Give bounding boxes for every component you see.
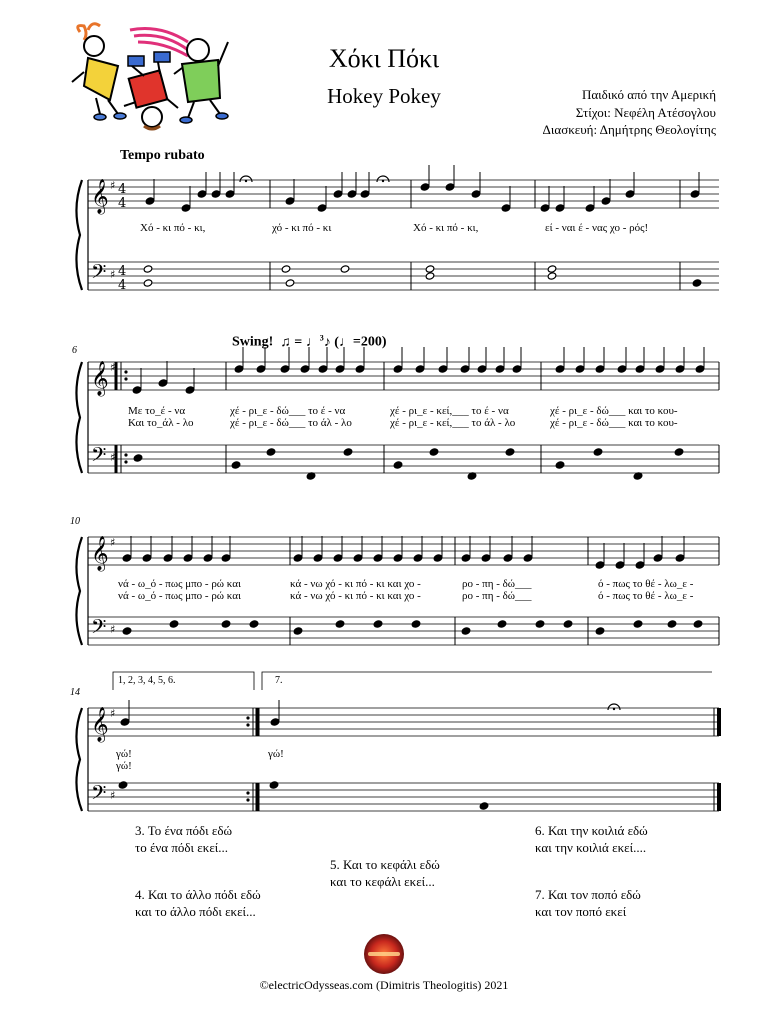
time-signature-top: 4	[118, 264, 127, 279]
bass-note	[461, 627, 471, 635]
bass-note	[393, 461, 403, 469]
lyric-s3a-m4: ό - πως το θέ - λω_ε -	[598, 578, 694, 590]
melody-note	[393, 554, 403, 562]
melody-note	[471, 190, 481, 198]
melody-note	[635, 561, 645, 569]
bass-note	[425, 265, 435, 273]
key-signature-sharp-icon: ♯	[110, 179, 116, 192]
melody-note	[420, 183, 430, 191]
key-signature-sharp-icon: ♯	[110, 268, 116, 281]
ending-second-label: 7.	[275, 675, 283, 686]
melody-note	[313, 554, 323, 562]
melody-note	[347, 190, 357, 198]
system-brace	[76, 180, 82, 290]
bass-note	[285, 279, 295, 287]
melody-note	[317, 204, 327, 212]
melody-note	[495, 365, 505, 373]
melody-note	[675, 365, 685, 373]
melody-note	[393, 365, 403, 373]
melody-note	[293, 554, 303, 562]
lyric-s4b-m1: γώ!	[116, 760, 132, 772]
lyric-s3b-m4: ό - πως το θέ - λω_ε -	[598, 590, 694, 602]
lyric-s2b-m4: χέ - ρι_ε - δώ___ και το κου-	[550, 417, 678, 429]
bass-note	[269, 781, 279, 789]
melody-note	[280, 365, 290, 373]
lyric-s4-m2: γώ!	[268, 748, 284, 760]
bass-note	[563, 620, 573, 628]
key-signature-sharp-icon: ♯	[110, 451, 116, 464]
melody-note	[413, 554, 423, 562]
verse-7	[535, 886, 641, 920]
lyric-s3a-m3: ρο - πη - δώ___	[462, 578, 532, 590]
treble-clef-icon: 𝄞	[91, 361, 109, 396]
melody-note	[555, 365, 565, 373]
swing-bpm: =200)	[352, 334, 387, 350]
melody-note	[122, 554, 132, 562]
bass-clef-icon: 𝄢	[91, 615, 107, 643]
melody-note	[333, 190, 343, 198]
bass-clef-icon: 𝄢	[91, 443, 107, 471]
repeat-dot	[124, 460, 127, 463]
melody-note	[617, 365, 627, 373]
melody-note	[145, 197, 155, 205]
melody-note	[540, 204, 550, 212]
measure-number-6: 6	[72, 345, 77, 356]
verse-5-line2: και το κεφάλι εκεί...	[330, 874, 435, 889]
melody-note	[225, 190, 235, 198]
melody-note	[203, 554, 213, 562]
melody-note	[360, 190, 370, 198]
melody-note	[234, 365, 244, 373]
melody-note	[221, 554, 231, 562]
melody-note	[481, 554, 491, 562]
melody-note	[512, 365, 522, 373]
melody-note	[461, 554, 471, 562]
melody-note	[433, 554, 443, 562]
bass-note	[143, 265, 153, 273]
bass-note	[122, 627, 132, 635]
key-signature-sharp-icon: ♯	[110, 707, 116, 720]
time-signature-top: 4	[118, 182, 127, 197]
lyric-s2b-m2: χέ - ρι_ε - δώ___ το άλ - λο	[230, 417, 352, 429]
melody-note	[635, 365, 645, 373]
melody-note	[615, 561, 625, 569]
melody-note	[477, 365, 487, 373]
bass-note	[555, 461, 565, 469]
melody-note	[585, 204, 595, 212]
repeat-dot	[124, 453, 127, 456]
verse-5-line1: 5. Και το κεφάλι εδώ	[330, 857, 440, 872]
key-signature-sharp-icon: ♯	[110, 361, 116, 374]
bass-note	[547, 272, 557, 280]
system-brace	[76, 537, 82, 645]
melody-note	[555, 204, 565, 212]
bass-note	[547, 265, 557, 273]
treble-clef-icon: 𝄞	[91, 179, 109, 214]
bass-note	[221, 620, 231, 628]
verse-3-line1: 3. Το ένα πόδι εδώ	[135, 823, 233, 838]
verse-7-line1: 7. Και τον ποπό εδώ	[535, 887, 641, 902]
melody-note	[355, 365, 365, 373]
bass-note	[479, 802, 489, 810]
bass-note	[143, 279, 153, 287]
melody-note	[415, 365, 425, 373]
verse-3-line2: το ένα πόδι εκεί...	[135, 840, 229, 855]
lyric-s1-m2: χό - κι πό - κι	[272, 222, 332, 234]
bass-note	[373, 620, 383, 628]
lyric-s3b-m2: κά - νω χό - κι πό - κι και χο -	[290, 590, 421, 602]
bass-note	[505, 448, 515, 456]
repeat-dot	[124, 377, 127, 380]
melody-note	[318, 365, 328, 373]
melody-note	[181, 204, 191, 212]
melody-note	[183, 554, 193, 562]
lyric-s2b-m1: Και το_άλ - λο	[128, 417, 194, 429]
lyric-s3a-m2: κά - νω χό - κι πό - κι και χο -	[290, 578, 421, 590]
bass-note	[231, 461, 241, 469]
electric-odysseas-logo-icon	[364, 934, 404, 974]
repeat-dot	[246, 723, 249, 726]
bass-note	[133, 454, 143, 462]
melody-note	[132, 386, 142, 394]
lyric-s1-m1: Χό - κι πό - κι,	[140, 222, 206, 234]
lyric-s2a-m4: χέ - ρι_ε - δώ___ και το κου-	[550, 405, 678, 417]
bass-note	[497, 620, 507, 628]
tempo-swing	[232, 333, 387, 351]
bass-note	[692, 279, 702, 287]
tempo-rubato: Tempo rubato	[120, 148, 205, 163]
credit-origin: Παιδικό από την Αμερική	[581, 87, 716, 102]
bass-clef-icon: 𝄢	[91, 781, 107, 809]
measure-number-14: 14	[70, 687, 80, 698]
page-subtitle: Hokey Pokey	[327, 84, 441, 108]
melody-note	[501, 204, 511, 212]
lyric-s2a-m1: Με το_έ - να	[128, 405, 186, 417]
verse-6-line1: 6. Και την κοιλιά εδώ	[535, 823, 648, 838]
melody-note	[575, 365, 585, 373]
repeat-dot	[124, 370, 127, 373]
melody-note	[353, 554, 363, 562]
melody-note	[120, 718, 130, 726]
bass-note	[281, 265, 291, 273]
lyric-s3b-m1: νά - ω_ό - πως μπο - ρώ και	[118, 590, 241, 602]
bass-note	[667, 620, 677, 628]
bass-note	[249, 620, 259, 628]
credit-arrangement: Διασκευή: Δημήτρης Θεολογίτης	[542, 122, 716, 137]
page-title: Χόκι Πόκι	[328, 44, 440, 73]
melody-note	[285, 197, 295, 205]
time-signature-bottom: 4	[118, 278, 127, 293]
bass-note	[169, 620, 179, 628]
melody-note	[460, 365, 470, 373]
melody-note	[523, 554, 533, 562]
melody-note	[625, 190, 635, 198]
key-signature-sharp-icon: ♯	[110, 536, 116, 549]
bass-note	[535, 620, 545, 628]
bass-note	[118, 781, 128, 789]
system-brace	[76, 362, 82, 473]
measure-number-10: 10	[70, 516, 80, 527]
lyric-s1-m4: εί - ναι έ - νας χο - ρός!	[545, 222, 649, 234]
credit-lyrics: Στίχοι: Νεφέλη Ατέσογλου	[575, 104, 716, 120]
fermata-dot	[245, 180, 247, 182]
bass-note	[593, 448, 603, 456]
bass-note	[674, 448, 684, 456]
volta-second-bracket	[262, 672, 712, 690]
lyric-s2a-m3: χέ - ρι_ε - κεί,___ το έ - να	[390, 405, 509, 417]
melody-note	[142, 554, 152, 562]
repeat-dot	[246, 791, 249, 794]
lyric-s3b-m3: ρο - πη - δώ___	[462, 590, 532, 602]
melody-note	[335, 365, 345, 373]
treble-clef-icon: 𝄞	[91, 536, 109, 571]
melody-note	[595, 365, 605, 373]
melody-note	[185, 386, 195, 394]
lyric-s3a-m1: νά - ω_ό - πως μπο - ρώ και	[118, 578, 241, 590]
verse-5	[330, 856, 440, 890]
bass-note	[425, 272, 435, 280]
verse-4-line2: και το άλλο πόδι εκεί...	[135, 904, 256, 919]
melody-note	[438, 365, 448, 373]
bass-note	[266, 448, 276, 456]
verse-4-line1: 4. Και το άλλο πόδι εδώ	[135, 887, 261, 902]
key-signature-sharp-icon: ♯	[110, 789, 116, 802]
bass-note	[343, 448, 353, 456]
melody-note	[211, 190, 221, 198]
fermata-dot	[613, 708, 615, 710]
verse-6-line2: και την κοιλιά εκεί....	[535, 840, 647, 855]
melody-note	[163, 554, 173, 562]
bass-note	[411, 620, 421, 628]
melody-note	[300, 365, 310, 373]
melody-note	[197, 190, 207, 198]
melody-note	[503, 554, 513, 562]
fermata-dot	[382, 180, 384, 182]
melody-note	[158, 379, 168, 387]
melody-note	[675, 554, 685, 562]
bass-note	[633, 620, 643, 628]
melody-note	[601, 197, 611, 205]
key-signature-sharp-icon: ♯	[110, 623, 116, 636]
melody-note	[695, 365, 705, 373]
melody-note	[655, 365, 665, 373]
verse-6	[535, 822, 648, 856]
bass-note	[293, 627, 303, 635]
lyric-s2a-m2: χέ - ρι_ε - δώ___ το έ - να	[230, 405, 346, 417]
repeat-dot	[246, 716, 249, 719]
bass-note	[335, 620, 345, 628]
melody-note	[595, 561, 605, 569]
bass-note	[429, 448, 439, 456]
lyric-s4a-m1: γώ!	[116, 748, 132, 760]
lyric-s1-m3: Χό - κι πό - κι,	[413, 222, 479, 234]
copyright-footer: ©electricOdysseas.com (Dimitris Theologitis) 2021	[259, 978, 509, 992]
bass-note	[693, 620, 703, 628]
melody-note	[653, 554, 663, 562]
bass-note	[340, 265, 350, 273]
bass-clef-icon: 𝄢	[91, 260, 107, 288]
melody-note	[373, 554, 383, 562]
melody-note	[256, 365, 266, 373]
melody-note	[445, 183, 455, 191]
system-brace	[76, 708, 82, 811]
verse-4	[135, 886, 261, 920]
melody-note	[270, 718, 280, 726]
melody-note	[690, 190, 700, 198]
swing-rhythm-icon: ♫ = ♩$^3$♪ (♩	[276, 333, 353, 350]
melody-note	[333, 554, 343, 562]
time-signature-bottom: 4	[118, 196, 127, 211]
bass-note	[595, 627, 605, 635]
repeat-dot	[246, 798, 249, 801]
treble-clef-icon: 𝄞	[91, 707, 109, 742]
verse-3	[135, 822, 232, 856]
ending-first-label: 1, 2, 3, 4, 5, 6.	[118, 675, 176, 686]
swing-label: Swing!	[232, 334, 274, 350]
verse-7-line2: και τον ποπό εκεί	[535, 904, 627, 919]
lyric-s2b-m3: χέ - ρι_ε - κεί,___ το άλ - λο	[390, 417, 516, 429]
